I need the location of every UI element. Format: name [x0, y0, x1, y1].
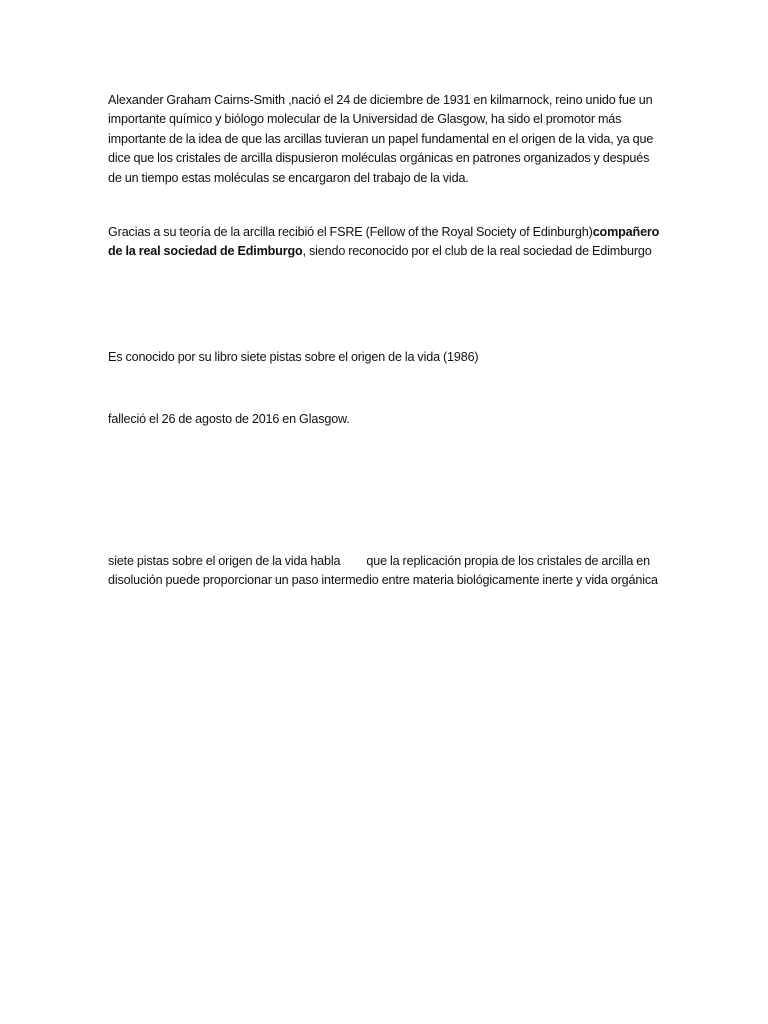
fsre-bold-text: compañero de la real sociedad de Edimburgo: [108, 225, 660, 259]
paragraph-biography: Alexander Graham Cairns-Smith ,nació el 24 de diciembre de 1931 en kilmarnock, reino unido fue un importante químico y biólogo molecular de la Universidad de Glasgow, ha sido el promotor más importante de la idea de que las arcillas tuvieran un papel fundamental en el origen de la vida, ya que dice que los cristales de arcilla dispusieron moléculas orgánicas en patrones organizados y después de un tiempo estas moléculas se encargaron del trabajo de la vida.: [108, 93, 654, 185]
summary-text-before: siete pistas sobre el origen de la vida habla: [108, 554, 341, 568]
fsre-text: Gracias a su teoría de la arcilla recibió el FSRE (Fellow of the Royal Society of Edinburgh): [108, 225, 593, 239]
paragraph-book: Es conocido por su libro siete pistas sobre el origen de la vida (1986): [108, 350, 479, 364]
fsre-text-after: , siendo reconocido por el club de la real sociedad de Edimburgo: [302, 244, 652, 259]
paragraph-book-summary: [108, 552, 663, 591]
summary-text-after: que la replicación propia de los cristales de arcilla en disolución puede proporcionar un paso intermedio entre materia biológicamente inerte y vida orgánica: [108, 554, 658, 588]
paragraph-death: falleció el 26 de agosto de 2016 en Glasgow.: [108, 412, 350, 426]
paragraph-fsre-recognition: [108, 223, 663, 262]
